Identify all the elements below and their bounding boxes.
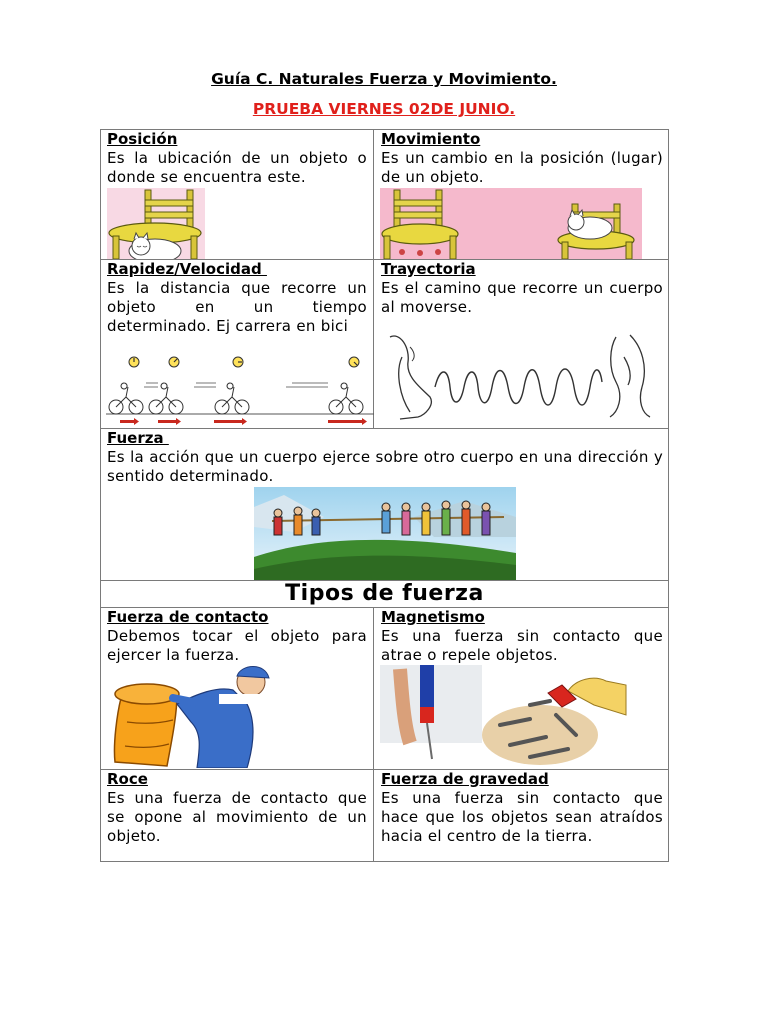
movimiento-text: Es un cambio en la posición (lugar) de un objeto. bbox=[381, 149, 663, 186]
concepts-table bbox=[100, 129, 669, 862]
kangaroo-jump-path-illustration bbox=[380, 327, 660, 423]
trayectoria-title: Trayectoria bbox=[381, 260, 476, 278]
fuerza-title: Fuerza bbox=[107, 429, 169, 447]
cat-moved-from-chair-to-chair-illustration bbox=[380, 188, 642, 259]
cell-contacto bbox=[100, 608, 373, 665]
magnetismo-text: Es una fuerza sin contacto que atrae o repele objetos. bbox=[381, 627, 663, 664]
tug-of-war-illustration bbox=[254, 487, 516, 580]
worker-pushing-barrel-illustration bbox=[107, 664, 275, 768]
cell-magnetismo bbox=[374, 608, 669, 665]
posicion-text: Es la ubicación de un objeto o donde se encuentra este. bbox=[107, 149, 367, 186]
document-subtitle: PRUEBA VIERNES 02DE JUNIO. bbox=[252, 100, 516, 118]
document-title: Guía C. Naturales Fuerza y Movimiento. bbox=[211, 70, 557, 88]
rapidez-title: Rapidez/Velocidad bbox=[107, 260, 267, 278]
contacto-title: Fuerza de contacto bbox=[107, 608, 269, 626]
cell-posicion bbox=[100, 130, 373, 187]
trayectoria-text: Es el camino que recorre un cuerpo al moverse. bbox=[381, 279, 663, 316]
cell-gravedad bbox=[374, 770, 669, 846]
cell-trayectoria bbox=[374, 260, 669, 317]
magnet-attracting-nails-illustration bbox=[380, 665, 628, 769]
fuerza-text: Es la acción que un cuerpo ejerce sobre otro cuerpo en una dirección y sentido determinado. bbox=[107, 448, 663, 485]
types-of-force-heading: Tipos de fuerza bbox=[285, 581, 484, 606]
rapidez-text: Es la distancia que recorre un objeto en un tiempo determinado. Ej carrera en bici bbox=[107, 279, 367, 335]
cell-movimiento bbox=[374, 130, 669, 187]
cell-fuerza bbox=[100, 429, 669, 486]
posicion-title: Posición bbox=[107, 130, 178, 148]
roce-title: Roce bbox=[107, 770, 148, 788]
chair-with-cat-below-illustration bbox=[107, 188, 205, 259]
cell-rapidez bbox=[100, 260, 373, 336]
gravedad-text: Es una fuerza sin contacto que hace que los objetos sean atraídos hacia el centro de la tierra. bbox=[381, 789, 663, 845]
cell-roce bbox=[100, 770, 373, 846]
magnetismo-title: Magnetismo bbox=[381, 608, 485, 626]
gravedad-title: Fuerza de gravedad bbox=[381, 770, 549, 788]
cyclist-racing-with-stopwatches-illustration bbox=[106, 353, 374, 427]
movimiento-title: Movimiento bbox=[381, 130, 481, 148]
roce-text: Es una fuerza de contacto que se opone al movimiento de un objeto. bbox=[107, 789, 367, 845]
contacto-text: Debemos tocar el objeto para ejercer la fuerza. bbox=[107, 627, 367, 664]
